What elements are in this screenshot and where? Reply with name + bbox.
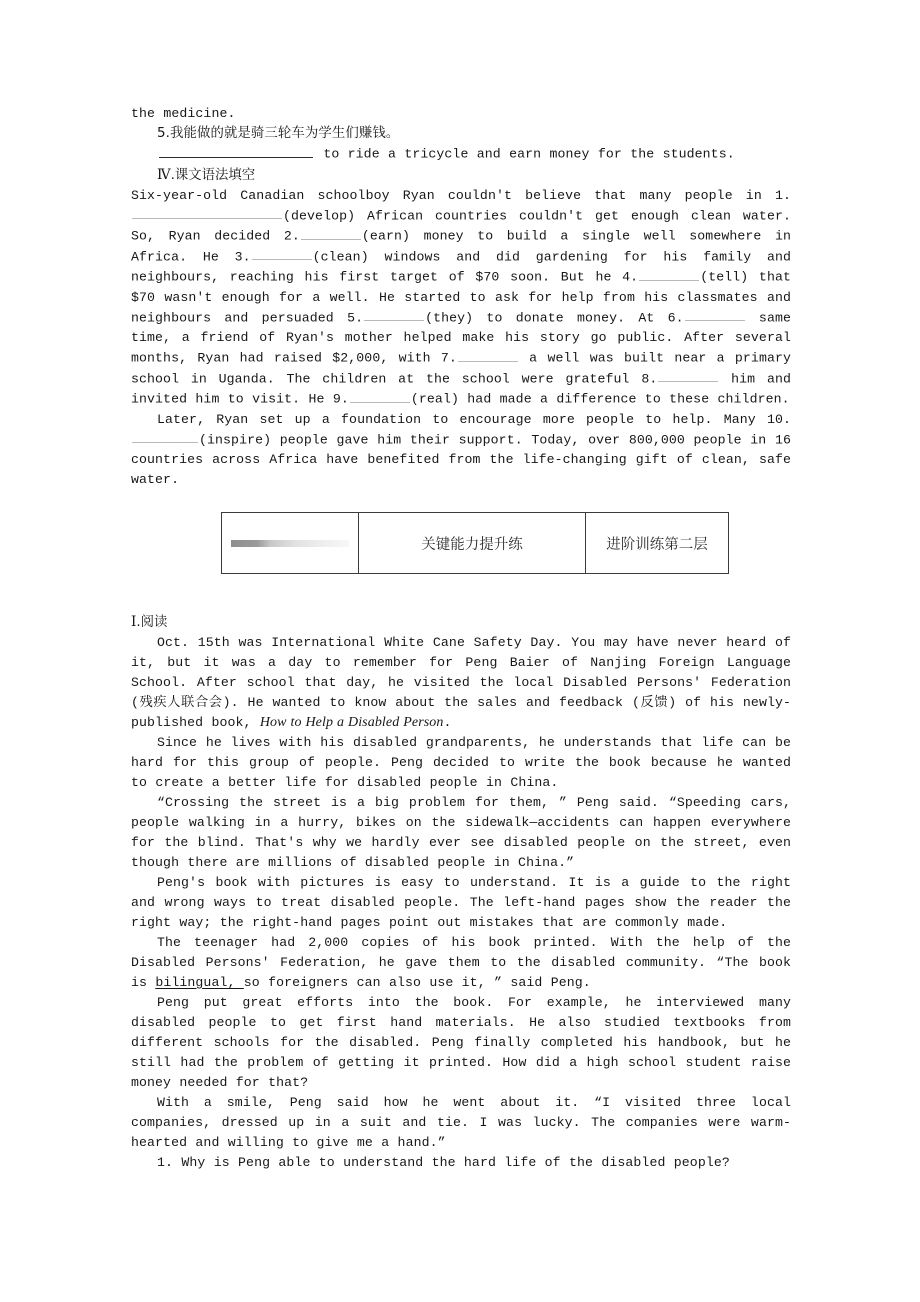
banner-level-cell: 进阶训练第二层 (586, 513, 729, 574)
cloze-hint-2: (earn) (361, 228, 411, 244)
cloze-num-4: 4. (622, 269, 639, 285)
reading-paragraph (131, 1093, 791, 1153)
cloze-hint-5: (they) (425, 310, 474, 326)
cloze-s10: had made a difference to these children. (458, 391, 790, 407)
paragraph-text: Peng put great efforts into the book. For example, he interviewed many disabled people to get first hand materials. He also studied textbooks from different schools for the disabled. Peng finally completed his handbook, but he still had the problem of getting it printed. How did a high school student raise money needed for that? (131, 995, 791, 1090)
cloze-s7: same time, a friend of Ryan's mother helped make his story go public. After several months, Ryan had raised $2,000, with (131, 310, 791, 366)
paragraph-text: With a smile, Peng said how he went about it. “I visited three local companies, dressed up in a suit and tie. I was lucky. The companies were warm-hearted and willing to give me a hand.” (131, 1095, 791, 1150)
banner-row (222, 513, 729, 574)
reading-paragraph (131, 793, 791, 873)
cloze2-text-2: people gave him their support. Today, over 800,000 people in 16 countries across Africa have benefited from the life-changing gift of clean, safe water. (131, 432, 791, 488)
cloze-blank-5[interactable] (364, 308, 424, 322)
item-5-chinese-prompt (131, 124, 791, 144)
gradient-bar-icon (231, 540, 349, 547)
cloze-s9: him and invited him to visit. He (131, 371, 791, 407)
reading-paragraph (131, 933, 791, 993)
cloze-blank-9[interactable] (350, 389, 410, 403)
cloze-hint-9: (real) (410, 391, 459, 407)
reading-paragraph (131, 873, 791, 933)
paragraph-text: Since he lives with his disabled grandparents, he understands that life can be hard for this group of people. Peng decided to write the book because he wanted to create a better life for disabled people in China. (131, 735, 791, 790)
cloze-s5: that $70 wasn't enough for a well. He started to ask for help from his classmates and neighbours and persuaded (131, 269, 791, 326)
paragraph-text: “Crossing the street is a big problem for them, ” Peng said. “Speeding cars, people walking in a hurry, bikes on the sidewalk—accidents can happen everywhere for the blind. That's why we hardly ever see disabled people on the street, even though there are millions of disabled people in China.” (131, 795, 791, 870)
cloze-blank-8[interactable] (658, 369, 718, 383)
underlined-term: bilingual, (155, 975, 244, 990)
banner-decoration-cell (222, 513, 359, 574)
paragraph-text: so foreigners can also use it, ” said Peng. (243, 975, 591, 990)
cloze-s3: money to build a single well somewhere in Africa. He (131, 228, 791, 265)
cloze-num-7: 7. (440, 350, 457, 366)
cloze-blank-4[interactable] (639, 267, 699, 281)
item-5-answer-blank[interactable] (159, 144, 313, 158)
item-5-answer-line (131, 144, 791, 165)
cloze-hint-10: (inspire) (199, 432, 272, 448)
cloze-blank-7[interactable] (458, 348, 518, 362)
cloze-s6: to donate money. At (473, 310, 668, 326)
cloze-num-3: 3. (234, 249, 251, 265)
paragraph-text: . (443, 715, 452, 730)
cloze-s2: African countries couldn't get enough clean water. So, Ryan decided (131, 208, 791, 244)
cloze-blank-6[interactable] (685, 308, 745, 322)
paragraph-text: The teenager had 2,000 copies of his book printed. With the help of the Disabled Persons' Federation, he gave them to the disabled community. “The book is (131, 935, 791, 990)
reading-paragraph (131, 633, 791, 733)
cloze-num-5: 5. (347, 310, 364, 326)
cloze-s8: a well was built near a primary school in Uganda. The children at the school were grateful (131, 350, 791, 387)
cloze-blank-10[interactable] (132, 430, 198, 444)
book-title-italic: How to Help a Disabled Person (259, 715, 444, 730)
section-banner (221, 512, 727, 574)
cloze-num-6: 6. (667, 310, 684, 326)
cloze-hint-4: (tell) (700, 269, 749, 285)
cloze-s1: Six-year-old Canadian schoolboy Ryan couldn't believe that many people in (131, 187, 762, 203)
cloze-hint-3: (clean) (312, 249, 369, 265)
paragraph-text: Peng's book with pictures is easy to understand. It is a guide to the right and wrong ways to treat disabled people. The left-hand pages show the reader the right way; the right-hand pages point out mistakes that are commonly made. (131, 875, 791, 930)
cloze-num-9: 9. (332, 391, 349, 407)
reading-section-label: .阅读 (136, 615, 168, 630)
cloze-blank-3[interactable] (252, 247, 312, 261)
reading-heading (131, 612, 791, 633)
reading-paragraph-list (131, 633, 791, 1153)
cloze-paragraph-2 (131, 410, 791, 491)
reading-paragraph (131, 993, 791, 1093)
banner-table (221, 512, 729, 574)
cloze-num-1: 1. (774, 187, 791, 203)
reading-paragraph (131, 733, 791, 793)
section-heading-label: .课文语法填空 (170, 167, 256, 183)
cloze-paragraph-1 (131, 186, 791, 410)
reading-section-numeral: Ⅰ (131, 614, 137, 629)
continuation-line: the medicine. (131, 106, 236, 121)
paragraph-text: Oct. 15th was International White Cane Safety Day. You may have never heard of it, but it was a day to remember for Peng Baier of Nanjing Foreign Language School. After school that day, he visited the local Disabled Persons' Federation (残疾人联合会). He wanted to know about the sales and feedback (反馈) of his newly-published book, (131, 635, 791, 730)
reading-section (131, 612, 791, 1173)
reading-question-1: 1. Why is Peng able to understand the hard life of the disabled people? (157, 1155, 730, 1170)
section-heading-grammar-fill (131, 165, 791, 186)
cloze-s4: windows and did gardening for his family and neighbours, reaching his first target of $70 soon. But he (131, 249, 791, 285)
cloze-blank-1[interactable] (132, 206, 282, 220)
cloze2-text-1: Later, Ryan set up a foundation to encourage more people to help. Many (157, 411, 767, 427)
cloze-blank-2[interactable] (301, 226, 361, 240)
cloze-num-2: 2. (283, 228, 300, 244)
cloze-num-10: 10. (766, 411, 791, 427)
worksheet-top-section (131, 104, 791, 490)
cloze-num-8: 8. (641, 371, 658, 387)
item-5-chinese-text: 我能做的就是骑三轮车为学生们赚钱。 (169, 126, 400, 141)
cloze-hint-1: (develop) (283, 208, 356, 224)
banner-title-cell: 关键能力提升练 (359, 513, 586, 574)
item-5-number: 5. (157, 126, 170, 141)
section-numeral: Ⅳ (157, 166, 171, 182)
item-5-answer-suffix: to ride a tricycle and earn money for the students. (315, 146, 735, 162)
